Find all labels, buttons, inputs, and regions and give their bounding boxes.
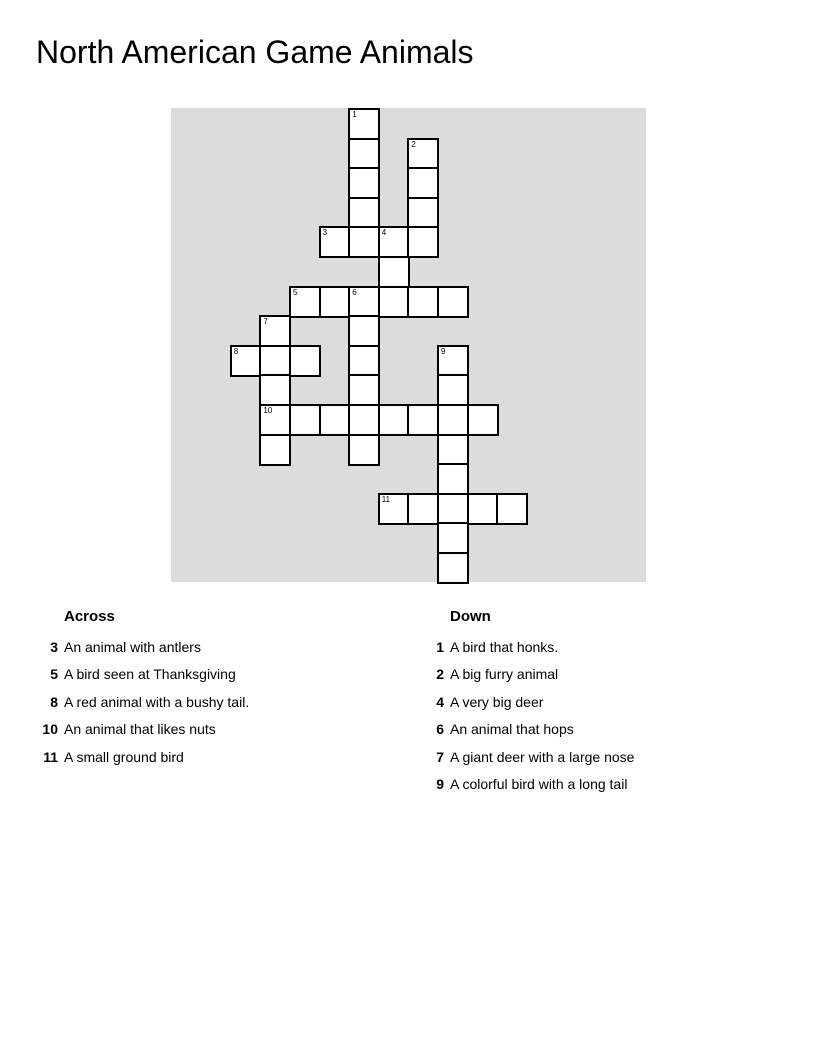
clue-text: A bird seen at Thanksgiving (64, 666, 236, 683)
clue-number: 5 (293, 287, 298, 297)
grid-cell[interactable] (407, 226, 439, 258)
down-heading: Down (450, 608, 491, 625)
grid-cell[interactable] (407, 167, 439, 199)
across-clue (36, 693, 249, 720)
grid-cell[interactable] (348, 226, 380, 258)
clue-number: 6 (352, 287, 357, 297)
grid-cell[interactable] (407, 197, 439, 229)
clue-text: A small ground bird (64, 748, 184, 765)
clue-number: 7 (263, 317, 268, 327)
clue-text: An animal that likes nuts (64, 721, 216, 738)
grid-cell[interactable] (407, 138, 439, 170)
across-heading: Across (64, 608, 115, 625)
clue-number: 10 (42, 721, 58, 738)
clue-number: 6 (436, 721, 444, 738)
clue-number: 9 (441, 346, 446, 356)
grid-cell[interactable] (378, 493, 410, 525)
clue-text: A bird that honks. (450, 639, 559, 655)
grid-cell[interactable] (437, 463, 469, 495)
grid-cell[interactable] (289, 286, 321, 318)
grid-cell[interactable] (378, 404, 410, 436)
clue-text: A red animal with a bushy tail. (64, 693, 250, 710)
grid-cell[interactable] (348, 374, 380, 406)
grid-cell[interactable] (378, 286, 410, 318)
grid-cell[interactable] (348, 286, 380, 318)
grid-cell[interactable] (348, 197, 380, 229)
clue-number: 3 (50, 639, 58, 655)
clue-number: 10 (263, 406, 273, 415)
grid-cell[interactable] (319, 226, 351, 258)
clue-number: 9 (436, 775, 444, 792)
grid-cell[interactable] (319, 286, 351, 318)
clue-number: 8 (233, 346, 239, 356)
grid-cell[interactable] (437, 374, 469, 406)
clue-number: 11 (43, 748, 58, 765)
clue-number: 5 (50, 666, 58, 683)
grid-cell[interactable] (467, 404, 499, 436)
grid-cell[interactable] (289, 345, 321, 377)
grid-cell[interactable] (348, 167, 380, 199)
grid-cell[interactable] (259, 434, 291, 466)
page-title: North American Game Animals (36, 34, 474, 70)
grid-cell[interactable] (230, 345, 262, 377)
clue-number: 2 (436, 666, 444, 683)
grid-cell[interactable] (348, 404, 380, 436)
grid-cell[interactable] (259, 404, 291, 436)
down-clue (422, 665, 634, 692)
grid-cell[interactable] (348, 345, 380, 377)
across-clue (36, 638, 249, 665)
clue-number: 1 (352, 110, 357, 119)
grid-cell[interactable] (437, 552, 469, 584)
grid-cell[interactable] (289, 404, 321, 436)
grid-cell[interactable] (467, 493, 499, 525)
clue-text: A giant deer with a large nose (450, 748, 635, 765)
grid-cell[interactable] (319, 404, 351, 436)
grid-cell[interactable] (378, 226, 410, 258)
grid-cell[interactable] (437, 434, 469, 466)
down-clue (422, 720, 634, 747)
grid-cell[interactable] (437, 404, 469, 436)
clue-text: An animal that hops (450, 721, 574, 738)
grid-cell[interactable] (348, 108, 380, 140)
clue-number: 4 (381, 228, 387, 238)
grid-cell[interactable] (259, 345, 291, 377)
grid-cell[interactable] (437, 286, 469, 318)
across-clues (36, 606, 249, 775)
grid-cell[interactable] (259, 315, 291, 347)
grid-cell[interactable] (259, 374, 291, 406)
grid-cell[interactable] (496, 493, 528, 525)
crossword-grid (171, 108, 646, 582)
across-clue (36, 665, 249, 692)
clue-number: 2 (411, 139, 416, 149)
across-clue (36, 748, 249, 775)
down-clue (422, 748, 634, 775)
down-clue (422, 693, 634, 720)
grid-cell[interactable] (378, 256, 410, 288)
grid-cell[interactable] (437, 345, 469, 377)
clue-text: A big furry animal (450, 666, 559, 683)
grid-cell[interactable] (407, 286, 439, 318)
across-clue (36, 720, 249, 747)
down-clue (422, 638, 634, 665)
grid-cell[interactable] (437, 522, 469, 554)
grid-cell[interactable] (407, 493, 439, 525)
down-clue (422, 775, 634, 802)
grid-cell[interactable] (348, 315, 380, 347)
clue-text: A colorful bird with a long tail (450, 775, 628, 792)
grid-cell[interactable] (407, 404, 439, 436)
clue-number: 4 (436, 693, 444, 710)
clue-number: 3 (322, 228, 328, 238)
clue-number: 8 (50, 693, 58, 710)
clue-number: 11 (381, 494, 391, 504)
grid-cell[interactable] (437, 493, 469, 525)
clue-text: An animal with antlers (64, 639, 201, 655)
clue-number: 7 (436, 748, 444, 765)
clue-number: 1 (436, 639, 444, 655)
grid-cell[interactable] (348, 138, 380, 170)
down-clues (422, 606, 634, 802)
grid-cell[interactable] (348, 434, 380, 466)
clue-text: A very big deer (450, 693, 544, 710)
